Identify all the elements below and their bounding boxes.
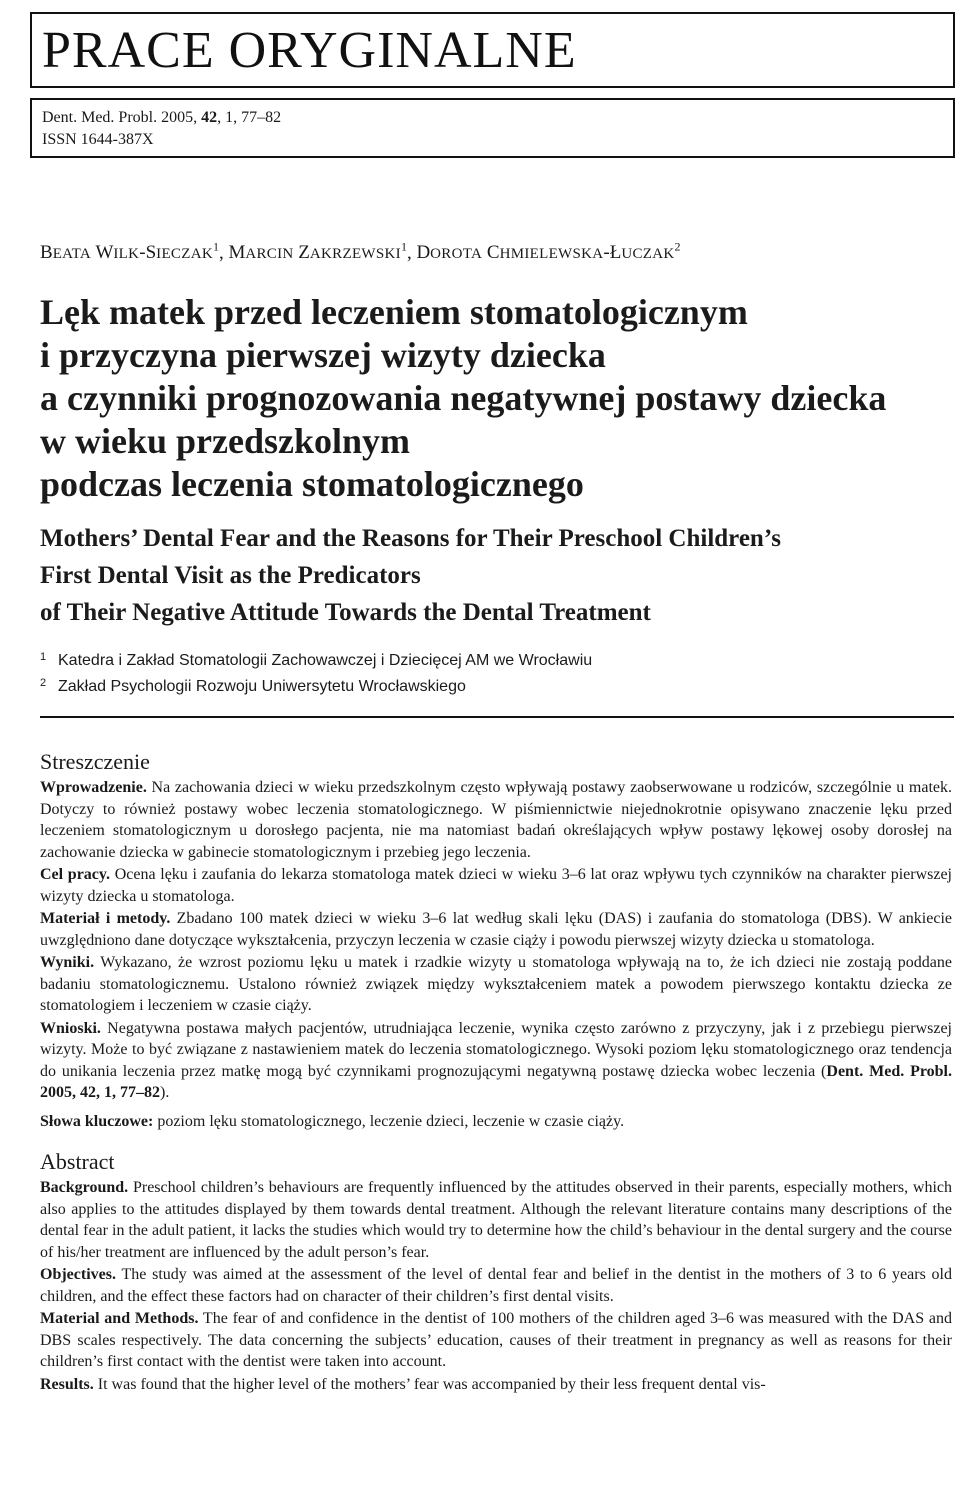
- affiliation-item: 2 Zakład Psychologii Rozwoju Uniwersytetu Wrocławskiego: [40, 677, 466, 696]
- title-line: i przyczyna pierwszej wizyty dziecka: [40, 335, 606, 376]
- abstract-paragraph-wprowadzenie: Wprowadzenie. Na zachowania dzieci w wieku przedszkolnym często wpływają postawy zaobserwowane u rodziców, szczególnie u matek. Dotyczy to również postawy wobec leczenia stomatologicznego. W piśmiennictwie niejednokrotnie opisywano znaczenie lęku przed leczeniem stomatologicznym u dorosłego pacjenta, nie ma natomiast badań określających wpływ postawy lękowej osoby dorosłej na zachowanie dziecka w gabinecie stomatologicznym i przebieg jego leczenia.: [40, 779, 952, 861]
- streszczenie-heading: Streszczenie: [40, 749, 150, 775]
- article-title-polish: [40, 291, 952, 506]
- author-name: DOROTA CHMIELEWSKA-ŁUCZAK$^2$: [416, 240, 681, 264]
- keywords-paragraph: Słowa kluczowe: poziom lęku stomatologicznego, leczenie dzieci, leczenie w czasie ciąży.: [40, 1112, 625, 1130]
- abstract-paragraph-objectives: Objectives. The study was aimed at the assessment of the level of dental fear and belief in the dentist in the mothers of 3 to 6 years old children, and the effect these factors had on character of their children’s first dental visits.: [40, 1266, 952, 1305]
- title-line: of Their Negative Attitude Towards the Dental Treatment: [40, 599, 651, 627]
- section-divider: [40, 716, 954, 718]
- section-header-title: PRACE ORYGINALNE: [42, 22, 577, 79]
- abstract-paragraph-wnioski: Wnioski. Negatywna postawa małych pacjentów, utrudniająca leczenie, wynika często zarówno z przyczyny, jak i z przebiegu pierwszej wizyty. Może to być związane z nastawieniem matek do leczenia stomatologicznego. Wysoki poziom lęku stomatologicznego oraz tendencja do unikania leczenia przez matkę mogą być czynnikami prognozującymi negatywną postawę dziecka wobec leczenia (Dent. Med. Probl. 2005, 42, 1, 77–82).: [40, 1019, 952, 1102]
- abstract-heading: Abstract: [40, 1149, 115, 1175]
- journal-issn: ISSN 1644-387X: [42, 131, 154, 148]
- article-title-english: [40, 520, 952, 631]
- author-affiliation-marker: 2: [674, 240, 681, 254]
- title-line: First Dental Visit as the Predicators: [40, 562, 421, 590]
- article-content: [40, 234, 952, 1395]
- author-name: MARCIN ZAKRZEWSKI$^1$: [228, 240, 407, 264]
- author-affiliation-marker: 1: [212, 240, 219, 254]
- journal-volume: 42: [201, 109, 218, 126]
- journal-citation: Dent. Med. Probl. 2005, 42, 1, 77–82: [42, 109, 282, 126]
- abstract-paragraph-results: Results. It was found that the higher level of the mothers’ fear was accompanied by their less frequent dental vis-: [40, 1375, 766, 1393]
- abstract-paragraph-methods: Material and Methods. The fear of and confidence in the dentist of 100 mothers of the children aged 3–6 was measured with the DAS and DBS scales respectively. The data concerning the subjects’ education, causes of their treatment in pregnancy as well as reasons for their children’s first contact with the dentist were taken into account.: [40, 1310, 952, 1371]
- title-line: Mothers’ Dental Fear and the Reasons for Their Preschool Children’s: [40, 525, 781, 553]
- abstract-paragraph-cel: Cel pracy. Ocena lęku i zaufania do lekarza stomatologa matek dzieci w wieku 3–6 lat oraz wpływu tych czynników na charakter pierwszej wizyty dziecka u stomatologa.: [40, 866, 952, 905]
- journal-info-box: [30, 98, 955, 158]
- title-line: a czynniki prognozowania negatywnej postawy dziecka: [40, 378, 887, 419]
- title-line: podczas leczenia stomatologicznego: [40, 464, 584, 505]
- title-line: w wieku przedszkolnym: [40, 421, 411, 462]
- affiliation-item: 1 Katedra i Zakład Stomatologii Zachowawczej i Dziecięcej AM we Wrocławiu: [40, 651, 593, 670]
- affiliations: [40, 648, 952, 700]
- citation-reference: Dent. Med. Probl. 2005, 42, 1, 77–82: [40, 1062, 952, 1102]
- author-affiliation-marker: 1: [400, 240, 407, 254]
- title-line: Lęk matek przed leczeniem stomatologicznym: [40, 292, 748, 333]
- abstract-paragraph-background: Background. Preschool children’s behaviours are frequently influenced by the attitudes observed in their parents, especially mothers, which also applies to the attitudes displayed by them towards dental treatment. Although the relevant literature contains many descriptions of the dental fear in the adult patient, it lacks the studies which would try to determine how the child’s behaviour in the dental surgery and the course of his/her treatment are influenced by the adult person’s fear.: [40, 1179, 952, 1261]
- abstract-paragraph-metody: Materiał i metody. Zbadano 100 matek dzieci w wieku 3–6 lat według skali lęku (DAS) i zaufania do stomatologa (DBS). W ankiecie uwzględniono dane dotyczące wykształcenia, przyczyn leczenia w czasie ciąży i powodu pierwszej wizyty dziecka u stomatologa.: [40, 910, 952, 949]
- author-list: BEATA WILK-SIECZAK$^1$, MARCIN ZAKRZEWSKI$^1$, DOROTA CHMIELEWSKA-ŁUCZAK$^2$: [40, 240, 681, 264]
- section-header-box: [30, 12, 955, 88]
- author-name: BEATA WILK-SIECZAK$^1$: [40, 240, 219, 264]
- abstract-paragraph-wyniki: Wyniki. Wykazano, że wzrost poziomu lęku u matek i rzadkie wizyty u stomatologa wpływają na to, że ich dzieci nie zostają poddane badaniu stomatologicznemu. Ustalono również związek między wykształceniem matek a powodem pierwszego kontaktu dziecka ze stomatologiem i leczeniem w czasie ciąży.: [40, 954, 952, 1015]
